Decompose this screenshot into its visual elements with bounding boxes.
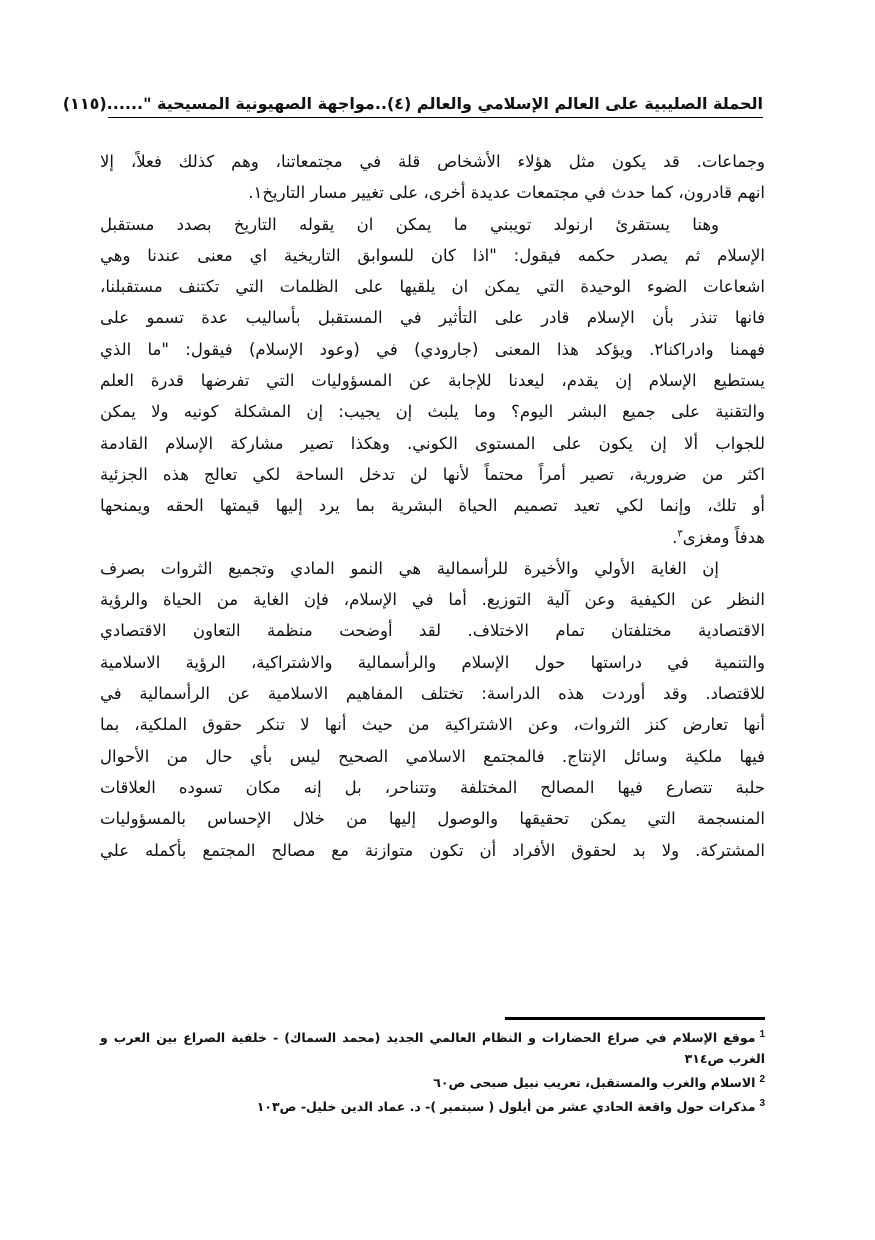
- text-line: فيها ملكية وسائل الإنتاج. فالمجتمع الاسلامي الصحيح ليس بأي حال من الأحوال: [100, 746, 765, 766]
- text-line: وجماعات. قد يكون مثل هؤلاء الأشخاص قلة في مجتمعاتنا، وهم كذلك فعلاً، إلا: [100, 152, 765, 171]
- text-line: والتنمية في دراستها حول الإسلام والرأسمالية والاشتراكية، الرؤية الاسلامية: [100, 652, 765, 672]
- text-line: حلبة تتصارع فيها المصالح المختلفة وتتناحر، بل إنه مكان تسوده العلاقات: [100, 777, 765, 797]
- text-line: اشعاعات الضوء الوحيدة التي يمكن ان يلقيها على الظلمات التي تكتنف مستقبلنا،: [100, 277, 765, 297]
- text-line: النظر عن الكيفية وعن آلية التوزيع. أما في الإسلام، فإن الغاية من الحياة والرؤية: [100, 590, 765, 610]
- paragraph-2: [100, 209, 765, 553]
- text-line: والتقنية على جميع البشر اليوم؟ وما يلبث إن يجيب: إن المشكلة كونيه ولا يمكن: [100, 402, 765, 422]
- page-number: (١١٥): [62, 94, 107, 113]
- footnote-text: موقع الإسلام في صراع الحضارات و النظام العالمي الجديد (محمد السماك) - خلفية الصراع بين العرب و: [100, 1030, 756, 1046]
- text-line: المشتركة. ولا بد لحقوق الأفراد أن تكون متوازنة مع مصالح المجتمع بأكمله علي: [100, 840, 765, 860]
- running-header: [62, 86, 763, 118]
- footnote-text: مذكرات حول واقعة الحادي عشر من أيلول ( سبتمبر )- د. عماد الدين خليل- ص١٠٣: [256, 1099, 756, 1115]
- footnote-2: [100, 1069, 765, 1093]
- text-line: الاقتصادية مختلفتان تمام الاختلاف. لقد أوضحت منظمة التعاون الاقتصادي: [100, 621, 765, 641]
- footnote-separator: [505, 1017, 765, 1020]
- text-line: إن الغاية الأولي والأخيرة للرأسمالية هي النمو المادي وتجميع الثروات بصرف: [100, 558, 719, 578]
- header-title: الحملة الصليبية على العالم الإسلامي والعالم (٤)..مواجهة الصهيونية المسيحية "......: [106, 94, 763, 113]
- paragraph-3: [100, 553, 765, 866]
- text-line: أنها تعارض كنز الثروات، وعن الاشتراكية من حيث أنها لا تنكر حقوق الملكية، بما: [100, 715, 765, 735]
- text-line: فانها تنذر بأن الإسلام قادر على التأثير في المستقبل بأساليب عدة تسمو على: [100, 308, 765, 328]
- footnote-number: 3: [759, 1098, 765, 1110]
- text-line: وهنا يستقرئ ارنولد تويبني ما يمكن ان يقوله التاريخ بصدد مستقبل: [100, 214, 719, 234]
- text-line: اكثر من ضرورية، تصير أمراً محتماً لأنها لن تدخل الساحة لكي تعالج هذه الجزئية: [100, 464, 765, 484]
- text-line: للاقتصاد. وقد أوردت هذه الدراسة: تختلف المفاهيم الاسلامية عن الرأسمالية في: [100, 684, 765, 704]
- footnote-3: [100, 1093, 765, 1117]
- text-line: [100, 522, 765, 553]
- footnotes: [100, 1024, 765, 1117]
- footnote-continuation: الغرب ص٣١٤: [684, 1051, 765, 1067]
- text-line: أو تلك، وإنما لكي تعيد تصميم الحياة البشرية بما يرد إليها قيمتها الحقه ويمنحها: [100, 496, 765, 516]
- footnote-number: 1: [759, 1029, 765, 1040]
- text-line: انهم قادرون، كما حدث في مجتمعات عديدة أخرى، على تغيير مسار التاريخ١.: [248, 183, 765, 203]
- text-fragment: .: [672, 527, 678, 547]
- text-line: يستطيع الإسلام إن يقدم، ليعدنا للإجابة عن المسؤوليات التي تفرضها قدرة العلم: [100, 371, 765, 391]
- text-line: المنسجمة التي يمكن تحقيقها والوصول إليها من خلال الإحساس بالمسؤوليات: [100, 809, 765, 829]
- footnote-text: الاسلام والغرب والمستقبل، تعريب نبيل صبحى ص٦٠: [433, 1075, 756, 1091]
- footnote-line: [100, 1024, 765, 1048]
- paragraph-1: [100, 146, 765, 209]
- text-fragment: هدفاً ومغزى: [682, 527, 765, 547]
- body-text: [100, 146, 765, 866]
- text-line: فهمنا وادراكنا٢. ويؤكد هذا المعنى (جارودي) في (وعود الإسلام) فيقول: "ما الذي: [100, 339, 765, 359]
- footnote-1: [100, 1024, 765, 1069]
- footnote-reference[interactable]: ٣: [677, 528, 683, 540]
- footnote-number: 2: [759, 1074, 765, 1086]
- text-line: للجواب ألا إن يكون على المستوى الكوني. وهكذا تصير مشاركة الإسلام القادمة: [100, 433, 765, 453]
- text-line: الإسلام ثم يصدر حكمه فيقول: "اذا كان للسوابق التاريخية اي معنى عندنا وهي: [100, 245, 765, 265]
